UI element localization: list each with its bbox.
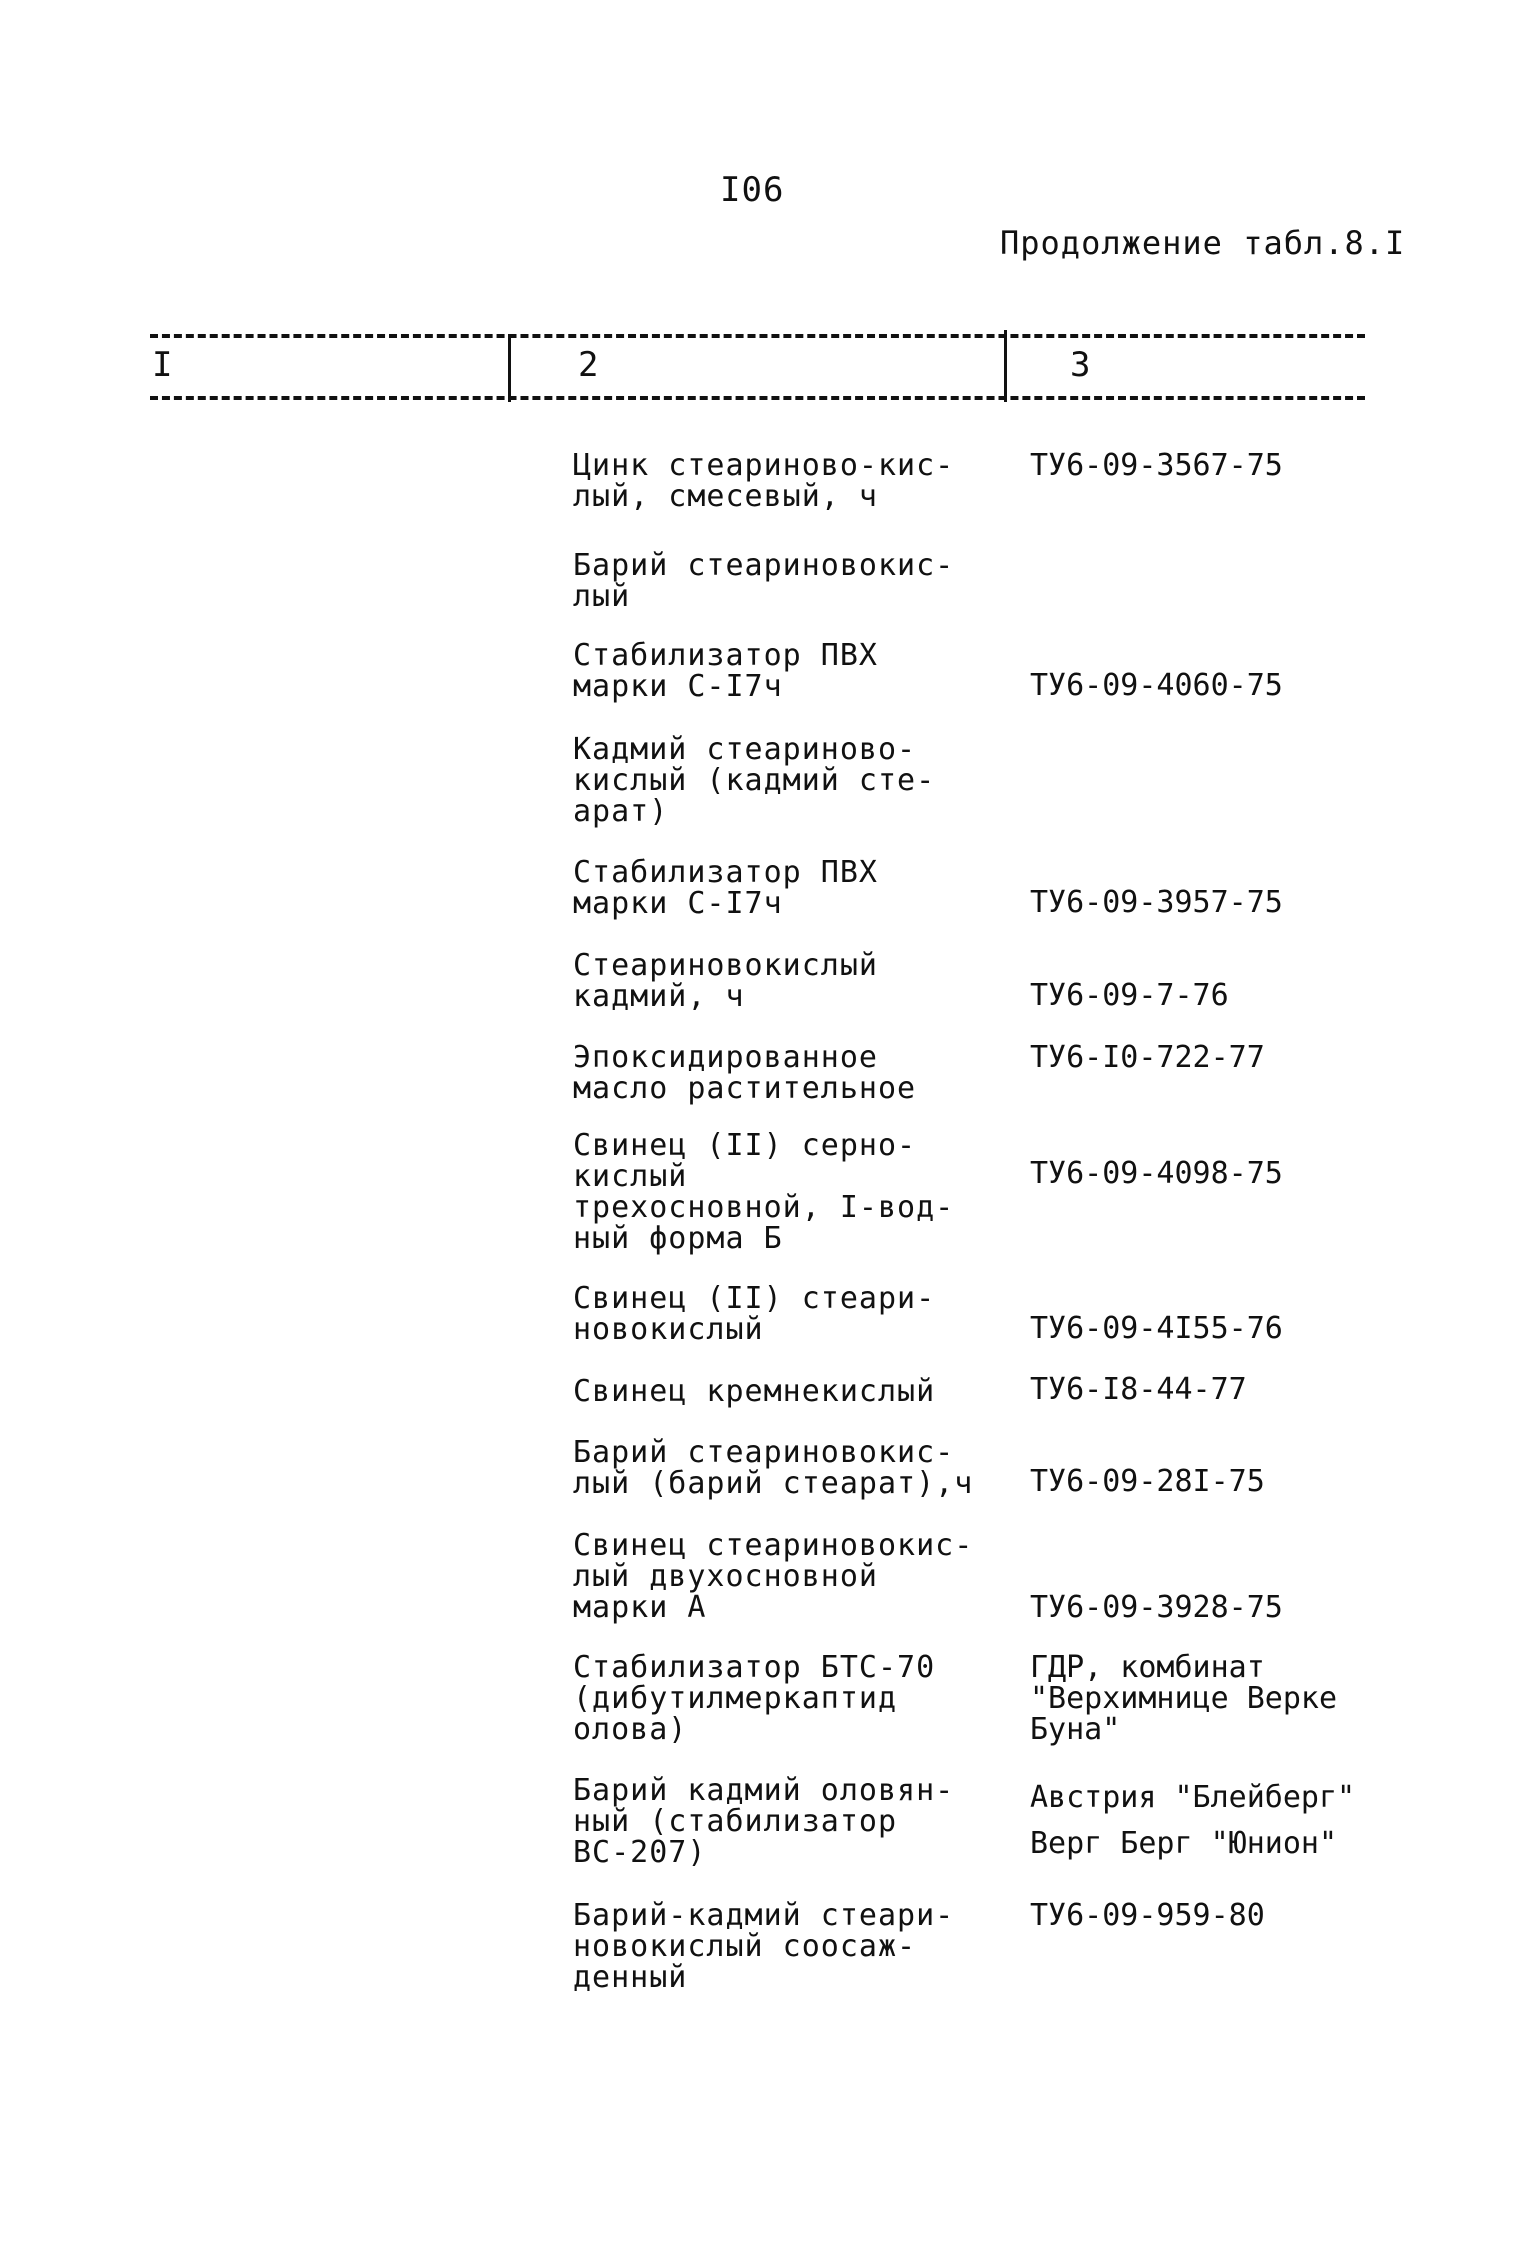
column-header-3: 3 (1070, 345, 1091, 385)
table-continuation-caption: Продолжение табл.8.I (1000, 224, 1406, 262)
material-name: Кадмий стеариново- кислый (кадмий сте- арат) (573, 732, 936, 829)
material-name: Барий-кадмий стеари- новокислый соосаж- денный (573, 1898, 955, 1995)
material-name: Свинец (II) стеари- новокислый (573, 1281, 936, 1347)
specification: ТУ6-09-4060-75 (1030, 668, 1283, 703)
material-name: Цинк стеариново-кис- лый, смесевый, ч (573, 448, 955, 514)
column-header-2: 2 (578, 345, 599, 385)
material-name: Барий стеариновокис- лый (573, 548, 955, 614)
column-header-1: I (152, 345, 173, 385)
material-name: Стабилизатор БТС-70 (дибутилмеркаптид олова) (573, 1650, 936, 1747)
specification: ТУ6-I0-722-77 (1030, 1040, 1265, 1075)
material-name: Стабилизатор ПВХ марки С-I7ч (573, 638, 878, 704)
material-name: Свинец кремнекислый (573, 1374, 936, 1409)
specification: ТУ6-09-4098-75 (1030, 1156, 1283, 1191)
specification: ТУ6-I8-44-77 (1030, 1372, 1247, 1407)
page-number: I06 (720, 170, 785, 210)
material-name: Эпоксидированное масло растительное (573, 1040, 917, 1106)
specification: ТУ6-09-959-80 (1030, 1898, 1265, 1933)
specification: ТУ6-09-3957-75 (1030, 885, 1283, 920)
specification: ГДР, комбинат "Верхимнице Верке Буна" (1030, 1650, 1338, 1747)
specification: ТУ6-09-3567-75 (1030, 448, 1283, 483)
specification: ТУ6-09-3928-75 (1030, 1590, 1283, 1625)
material-name: Барий стеариновокис- лый (барий стеарат),ч (573, 1435, 974, 1501)
specification: Австрия "Блейберг" Верг Берг "Юнион" (1030, 1780, 1356, 1861)
material-name: Свинец (II) серно- кислый трехосновной, I-вод- ный форма Б (573, 1128, 955, 1256)
specification: ТУ6-09-28I-75 (1030, 1464, 1265, 1499)
material-name: Стабилизатор ПВХ марки С-I7ч (573, 855, 878, 921)
material-name: Стеариновокислый кадмий, ч (573, 948, 878, 1014)
material-name: Свинец стеариновокис- лый двухосновной марки А (573, 1528, 974, 1625)
specification: ТУ6-09-7-76 (1030, 978, 1229, 1013)
material-name: Барий кадмий оловян- ный (стабилизатор ВС-207) (573, 1773, 955, 1870)
specification: ТУ6-09-4I55-76 (1030, 1311, 1283, 1346)
